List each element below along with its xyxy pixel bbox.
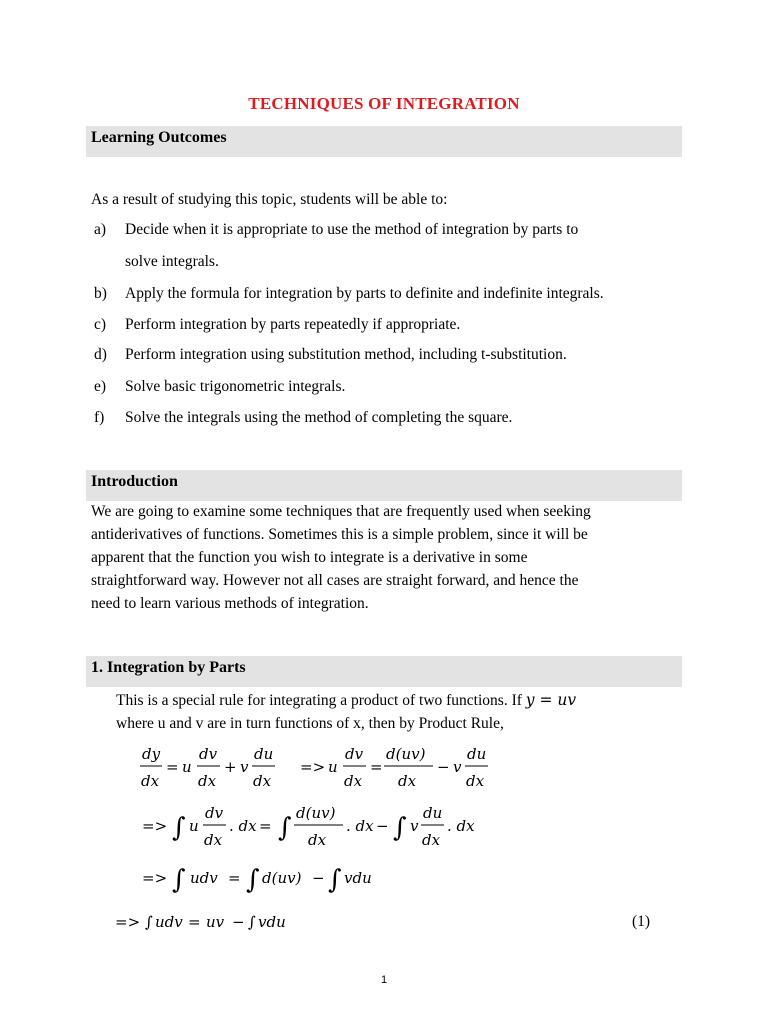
svg-text:dx: dx bbox=[141, 772, 160, 790]
svg-text:dx: dx bbox=[422, 831, 441, 849]
svg-text:du: du bbox=[467, 745, 487, 763]
svg-text:uv: uv bbox=[206, 913, 225, 931]
svg-text:dx: dx bbox=[204, 831, 223, 849]
svg-text:=>: => bbox=[300, 758, 326, 776]
svg-text:=: = bbox=[188, 913, 201, 931]
svg-text:vdu: vdu bbox=[258, 913, 286, 931]
svg-text:=: = bbox=[166, 758, 179, 776]
svg-text:d(uv): d(uv) bbox=[386, 745, 426, 763]
svg-text:dx: dx bbox=[198, 772, 217, 790]
section1-line2: where u and v are in turn functions of x, then by Product Rule, bbox=[116, 715, 504, 732]
svg-text:∫: ∫ bbox=[393, 813, 407, 843]
svg-text:. dx: . dx bbox=[229, 817, 257, 835]
svg-text:∫: ∫ bbox=[248, 913, 256, 931]
svg-text:du: du bbox=[254, 745, 274, 763]
svg-text:dx: dx bbox=[308, 831, 327, 849]
svg-text:dv: dv bbox=[199, 745, 218, 763]
introduction-paragraph: We are going to examine some techniques that are frequently used when seeking antiderivatives of functions. Sometimes this is a simple problem, since it will be apparent that the function you wish to integrate is a derivative in some straightforward way. However not all cases are straight forward, and hence the need to learn various methods of integration. bbox=[91, 503, 591, 612]
svg-text:u: u bbox=[189, 817, 199, 835]
equation-product-rule bbox=[140, 745, 488, 790]
svg-text:. dx: . dx bbox=[447, 817, 475, 835]
svg-text:=: = bbox=[228, 869, 241, 887]
equation-number: (1) bbox=[632, 913, 651, 930]
svg-text:udv: udv bbox=[155, 913, 183, 931]
svg-text:=>: => bbox=[115, 913, 141, 931]
svg-text:=: = bbox=[370, 758, 383, 776]
svg-text:∫: ∫ bbox=[172, 813, 186, 843]
svg-text:−: − bbox=[376, 817, 389, 835]
svg-text:v: v bbox=[453, 758, 462, 776]
equation-final bbox=[115, 913, 286, 931]
svg-text:∫: ∫ bbox=[246, 865, 260, 895]
svg-text:∫: ∫ bbox=[145, 913, 153, 931]
svg-text:+: + bbox=[224, 758, 237, 776]
svg-text:−: − bbox=[232, 913, 245, 931]
svg-text:v: v bbox=[240, 758, 249, 776]
svg-text:dx: dx bbox=[253, 772, 272, 790]
section1-heading: 1. Integration by Parts bbox=[91, 659, 246, 676]
svg-text:u: u bbox=[328, 758, 338, 776]
learning-outcomes-lead: As a result of studying this topic, students will be able to: bbox=[91, 191, 448, 208]
svg-text:=>: => bbox=[142, 869, 168, 887]
page-number: 1 bbox=[380, 974, 388, 986]
introduction-heading: Introduction bbox=[91, 473, 178, 490]
outcomes-list: a) Decide when it is appropriate to use the method of integration by parts to solve integrals. b) Apply the formula for integration by parts to definite and indefinite integrals. c) Perform integration by parts repeatedly if appropriate. d) Perform integration using substitution method, including t-substitution. e) Solve basic trigonometric integrals. f) Solve the integrals using the method of completing the square. bbox=[94, 221, 604, 426]
svg-text:v: v bbox=[410, 817, 419, 835]
svg-text:−: − bbox=[437, 758, 450, 776]
svg-text:∫: ∫ bbox=[172, 865, 186, 895]
svg-text:=>: => bbox=[142, 817, 168, 835]
equation-integrated-form bbox=[142, 804, 475, 849]
section1-line1: This is a special rule for integrating a product of two functions. If y = uv bbox=[116, 691, 577, 709]
svg-text:∫: ∫ bbox=[328, 865, 342, 895]
learning-outcomes-heading: Learning Outcomes bbox=[91, 129, 227, 146]
svg-text:d(uv): d(uv) bbox=[262, 869, 302, 887]
svg-text:dx: dx bbox=[398, 772, 417, 790]
svg-text:vdu: vdu bbox=[344, 869, 372, 887]
svg-text:dv: dv bbox=[205, 804, 224, 822]
svg-text:d(uv): d(uv) bbox=[296, 804, 336, 822]
svg-text:udv: udv bbox=[190, 869, 218, 887]
svg-text:. dx: . dx bbox=[346, 817, 374, 835]
svg-text:=: = bbox=[259, 817, 272, 835]
document-title: TECHNIQUES OF INTEGRATION bbox=[248, 94, 520, 113]
svg-text:dy: dy bbox=[142, 745, 161, 763]
equation-udv bbox=[142, 865, 372, 895]
svg-text:∫: ∫ bbox=[278, 813, 292, 843]
svg-text:u: u bbox=[182, 758, 192, 776]
svg-text:du: du bbox=[423, 804, 443, 822]
svg-text:−: − bbox=[312, 869, 325, 887]
svg-text:dx: dx bbox=[344, 772, 363, 790]
svg-text:dx: dx bbox=[466, 772, 485, 790]
svg-text:dv: dv bbox=[345, 745, 364, 763]
